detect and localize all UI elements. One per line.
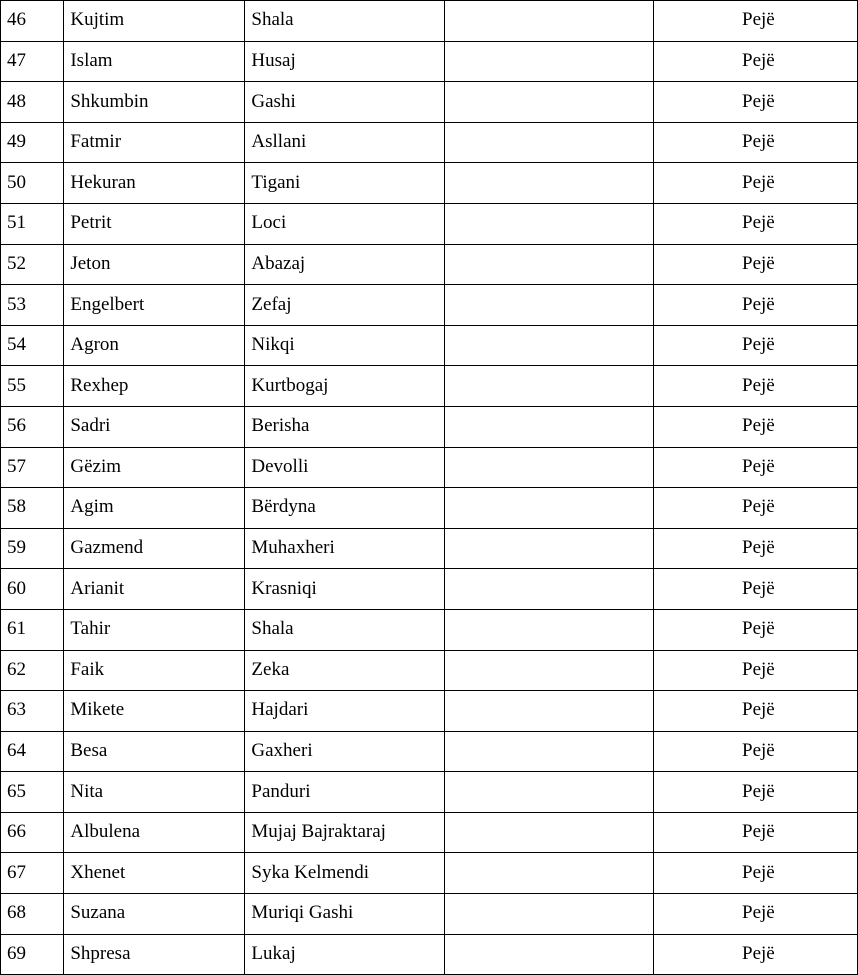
first-name-cell: Kujtim: [64, 1, 245, 42]
first-name-cell: Nita: [64, 772, 245, 813]
city-cell: Pejë: [653, 650, 857, 691]
row-number-cell: 63: [1, 691, 64, 732]
table-row: [1, 731, 858, 772]
empty-cell: [444, 244, 653, 285]
table-row: [1, 122, 858, 163]
empty-cell: [444, 366, 653, 407]
empty-cell: [444, 650, 653, 691]
row-number-cell: 64: [1, 731, 64, 772]
first-name-cell: Agron: [64, 325, 245, 366]
city-cell: Pejë: [653, 894, 857, 935]
row-number-cell: 46: [1, 1, 64, 42]
row-number-cell: 59: [1, 528, 64, 569]
row-number-cell: 68: [1, 894, 64, 935]
last-name-cell: Berisha: [245, 406, 444, 447]
city-cell: Pejë: [653, 366, 857, 407]
row-number-cell: 53: [1, 285, 64, 326]
first-name-cell: Sadri: [64, 406, 245, 447]
row-number-cell: 55: [1, 366, 64, 407]
row-number-cell: 49: [1, 122, 64, 163]
last-name-cell: Gaxheri: [245, 731, 444, 772]
empty-cell: [444, 934, 653, 975]
row-number-cell: 69: [1, 934, 64, 975]
table-row: [1, 772, 858, 813]
row-number-cell: 62: [1, 650, 64, 691]
city-cell: Pejë: [653, 325, 857, 366]
last-name-cell: Syka Kelmendi: [245, 853, 444, 894]
last-name-cell: Panduri: [245, 772, 444, 813]
city-cell: Pejë: [653, 772, 857, 813]
empty-cell: [444, 812, 653, 853]
last-name-cell: Loci: [245, 203, 444, 244]
city-cell: Pejë: [653, 528, 857, 569]
first-name-cell: Tahir: [64, 609, 245, 650]
empty-cell: [444, 609, 653, 650]
last-name-cell: Lukaj: [245, 934, 444, 975]
row-number-cell: 57: [1, 447, 64, 488]
empty-cell: [444, 569, 653, 610]
last-name-cell: Muriqi Gashi: [245, 894, 444, 935]
first-name-cell: Xhenet: [64, 853, 245, 894]
table-row: [1, 285, 858, 326]
city-cell: Pejë: [653, 609, 857, 650]
empty-cell: [444, 203, 653, 244]
last-name-cell: Krasniqi: [245, 569, 444, 610]
city-cell: Pejë: [653, 203, 857, 244]
table-row: [1, 853, 858, 894]
row-number-cell: 52: [1, 244, 64, 285]
first-name-cell: Gazmend: [64, 528, 245, 569]
empty-cell: [444, 528, 653, 569]
table-row: [1, 1, 858, 42]
empty-cell: [444, 691, 653, 732]
last-name-cell: Shala: [245, 609, 444, 650]
first-name-cell: Besa: [64, 731, 245, 772]
first-name-cell: Fatmir: [64, 122, 245, 163]
row-number-cell: 48: [1, 82, 64, 123]
last-name-cell: Tigani: [245, 163, 444, 204]
table-row: [1, 488, 858, 529]
row-number-cell: 60: [1, 569, 64, 610]
city-cell: Pejë: [653, 569, 857, 610]
empty-cell: [444, 447, 653, 488]
city-cell: Pejë: [653, 488, 857, 529]
empty-cell: [444, 488, 653, 529]
empty-cell: [444, 285, 653, 326]
last-name-cell: Abazaj: [245, 244, 444, 285]
first-name-cell: Albulena: [64, 812, 245, 853]
last-name-cell: Devolli: [245, 447, 444, 488]
row-number-cell: 61: [1, 609, 64, 650]
city-cell: Pejë: [653, 447, 857, 488]
row-number-cell: 67: [1, 853, 64, 894]
last-name-cell: Bërdyna: [245, 488, 444, 529]
table-row: [1, 366, 858, 407]
table-row: [1, 244, 858, 285]
last-name-cell: Kurtbogaj: [245, 366, 444, 407]
city-cell: Pejë: [653, 163, 857, 204]
table-row: [1, 650, 858, 691]
empty-cell: [444, 894, 653, 935]
last-name-cell: Nikqi: [245, 325, 444, 366]
first-name-cell: Engelbert: [64, 285, 245, 326]
empty-cell: [444, 163, 653, 204]
row-number-cell: 58: [1, 488, 64, 529]
city-cell: Pejë: [653, 82, 857, 123]
table-row: [1, 325, 858, 366]
table-row: [1, 691, 858, 732]
city-cell: Pejë: [653, 812, 857, 853]
table-row: [1, 41, 858, 82]
table-row: [1, 163, 858, 204]
table-row: [1, 406, 858, 447]
first-name-cell: Gëzim: [64, 447, 245, 488]
last-name-cell: Shala: [245, 1, 444, 42]
last-name-cell: Zefaj: [245, 285, 444, 326]
city-cell: Pejë: [653, 731, 857, 772]
table-row: [1, 934, 858, 975]
table-row: [1, 528, 858, 569]
table-row: [1, 812, 858, 853]
city-cell: Pejë: [653, 122, 857, 163]
empty-cell: [444, 731, 653, 772]
table-row: [1, 82, 858, 123]
city-cell: Pejë: [653, 1, 857, 42]
empty-cell: [444, 772, 653, 813]
last-name-cell: Hajdari: [245, 691, 444, 732]
first-name-cell: Petrit: [64, 203, 245, 244]
table-row: [1, 569, 858, 610]
first-name-cell: Faik: [64, 650, 245, 691]
empty-cell: [444, 41, 653, 82]
row-number-cell: 66: [1, 812, 64, 853]
city-cell: Pejë: [653, 285, 857, 326]
row-number-cell: 50: [1, 163, 64, 204]
city-cell: Pejë: [653, 41, 857, 82]
city-cell: Pejë: [653, 853, 857, 894]
city-cell: Pejë: [653, 934, 857, 975]
empty-cell: [444, 406, 653, 447]
empty-cell: [444, 82, 653, 123]
empty-cell: [444, 325, 653, 366]
city-cell: Pejë: [653, 244, 857, 285]
table-row: [1, 203, 858, 244]
table-row: [1, 894, 858, 935]
first-name-cell: Arianit: [64, 569, 245, 610]
last-name-cell: Muhaxheri: [245, 528, 444, 569]
row-number-cell: 51: [1, 203, 64, 244]
row-number-cell: 56: [1, 406, 64, 447]
last-name-cell: Mujaj Bajraktaraj: [245, 812, 444, 853]
empty-cell: [444, 853, 653, 894]
first-name-cell: Hekuran: [64, 163, 245, 204]
empty-cell: [444, 122, 653, 163]
first-name-cell: Mikete: [64, 691, 245, 732]
first-name-cell: Rexhep: [64, 366, 245, 407]
first-name-cell: Jeton: [64, 244, 245, 285]
table-row: [1, 609, 858, 650]
row-number-cell: 47: [1, 41, 64, 82]
first-name-cell: Suzana: [64, 894, 245, 935]
row-number-cell: 65: [1, 772, 64, 813]
names-table-body: [1, 1, 858, 975]
city-cell: Pejë: [653, 691, 857, 732]
last-name-cell: Asllani: [245, 122, 444, 163]
table-row: [1, 447, 858, 488]
last-name-cell: Zeka: [245, 650, 444, 691]
row-number-cell: 54: [1, 325, 64, 366]
first-name-cell: Shkumbin: [64, 82, 245, 123]
empty-cell: [444, 1, 653, 42]
last-name-cell: Gashi: [245, 82, 444, 123]
first-name-cell: Islam: [64, 41, 245, 82]
first-name-cell: Agim: [64, 488, 245, 529]
first-name-cell: Shpresa: [64, 934, 245, 975]
city-cell: Pejë: [653, 406, 857, 447]
last-name-cell: Husaj: [245, 41, 444, 82]
